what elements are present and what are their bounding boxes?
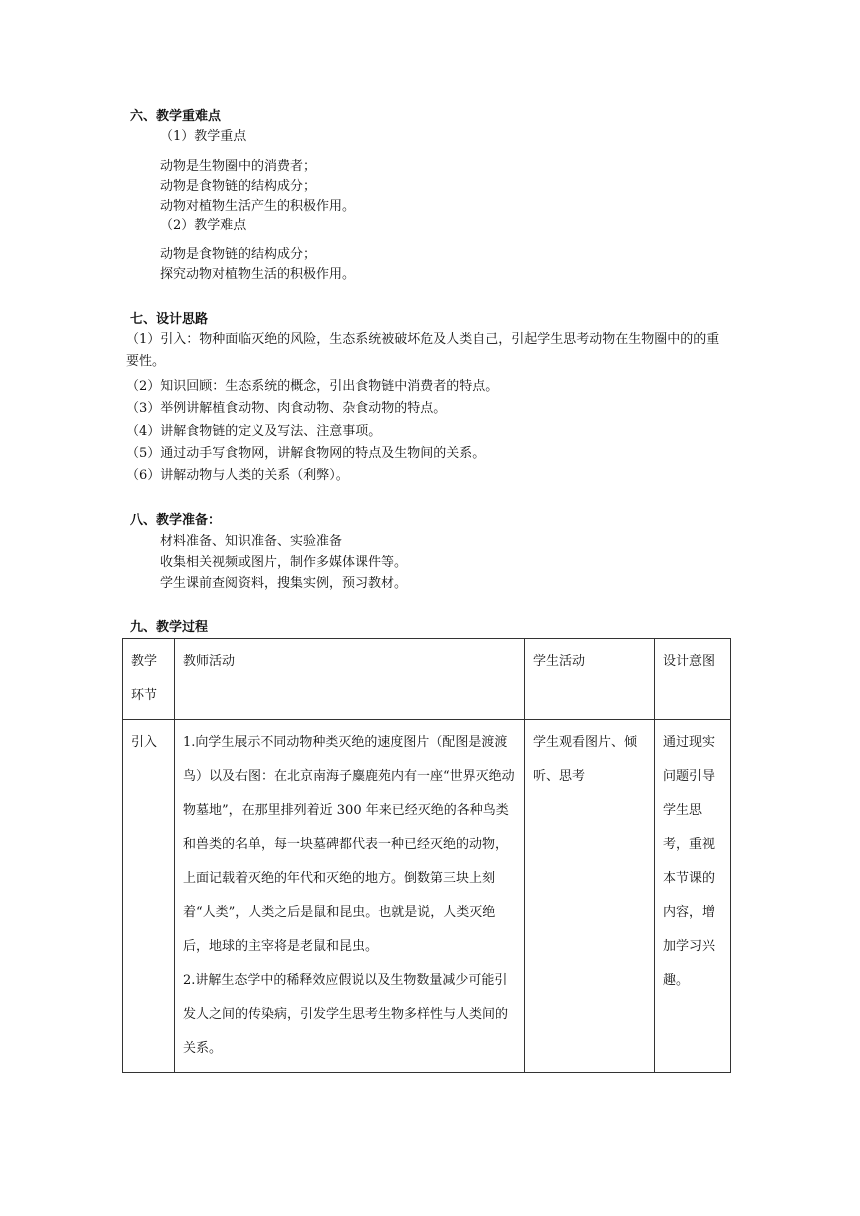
cell-stage: 引入	[123, 720, 175, 1073]
cell-intent: 通过现实问题引导学生思考，重视本节课的内容，增加学习兴趣。	[655, 720, 731, 1073]
section8-title: 八、教学准备：	[130, 513, 222, 528]
table-header-row	[123, 639, 731, 720]
section7-title: 七、设计思路	[130, 312, 209, 327]
design-item-4: （4）讲解食物链的定义及写法、注意事项。	[126, 424, 382, 439]
section6-title: 六、教学重难点	[130, 109, 222, 124]
section6-sub1: （1）教学重点	[160, 129, 247, 144]
design-item-6: （6）讲解动物与人类的关系（利弊）。	[126, 468, 349, 483]
prep-item-2: 收集相关视频或图片，制作多媒体课件等。	[160, 555, 408, 570]
teaching-process-table	[122, 638, 731, 1073]
key-point-1: 动物是生物圈中的消费者；	[160, 159, 317, 174]
teacher-activity-2: 2.讲解生态学中的稀释效应假说以及生物数量减少可能引发人之间的传染病，引发学生思考生物多样性与人类间的关系。	[183, 973, 509, 1056]
header-intent: 设计意图	[655, 639, 731, 720]
teacher-activity-1: 1.向学生展示不同动物种类灭绝的速度图片（配图是渡渡鸟）以及右图：在北京南海子麋鹿苑内有一座“世界灭绝动物墓地”，在那里排列着近 300 年来已经灭绝的各种鸟类和兽类的名单，每一块墓碑都代表一种已经灭绝的动物，上面记载着灭绝的年代和灭绝的地方。倒数第三块上刻着“人类”，人类之后是鼠和昆虫。也就是说，人类灭绝后，地球的主宰将是老鼠和昆虫。	[183, 735, 515, 954]
difficult-point-2: 探究动物对植物生活的积极作用。	[160, 267, 356, 282]
design-item-5: （5）通过动手写食物网，讲解食物网的特点及生物间的关系。	[126, 446, 486, 461]
key-point-2: 动物是食物链的结构成分；	[160, 179, 317, 194]
section9-title: 九、教学过程	[130, 620, 209, 635]
table-row	[123, 720, 731, 1073]
difficult-point-1: 动物是食物链的结构成分；	[160, 247, 317, 262]
section6-sub2: （2）教学难点	[160, 218, 247, 233]
header-student: 学生活动	[525, 639, 655, 720]
prep-item-3: 学生课前查阅资料，搜集实例，预习教材。	[160, 576, 408, 591]
prep-item-1: 材料准备、知识准备、实验准备	[160, 534, 343, 549]
header-stage: 教学环节	[123, 639, 175, 720]
design-item-2: （2）知识回顾：生态系统的概念，引出食物链中消费者的特点。	[126, 379, 499, 394]
design-item-1: （1）引入：物种面临灭绝的风险，生态系统被破坏危及人类自己，引起学生思考动物在生物圈中的的重要性。	[126, 332, 720, 369]
design-item-3: （3）举例讲解植食动物、肉食动物、杂食动物的特点。	[126, 401, 447, 416]
key-point-3: 动物对植物生活产生的积极作用。	[160, 199, 356, 214]
cell-student: 学生观看图片、倾听、思考	[525, 720, 655, 1073]
header-teacher: 教师活动	[175, 639, 525, 720]
cell-teacher	[175, 720, 525, 1073]
